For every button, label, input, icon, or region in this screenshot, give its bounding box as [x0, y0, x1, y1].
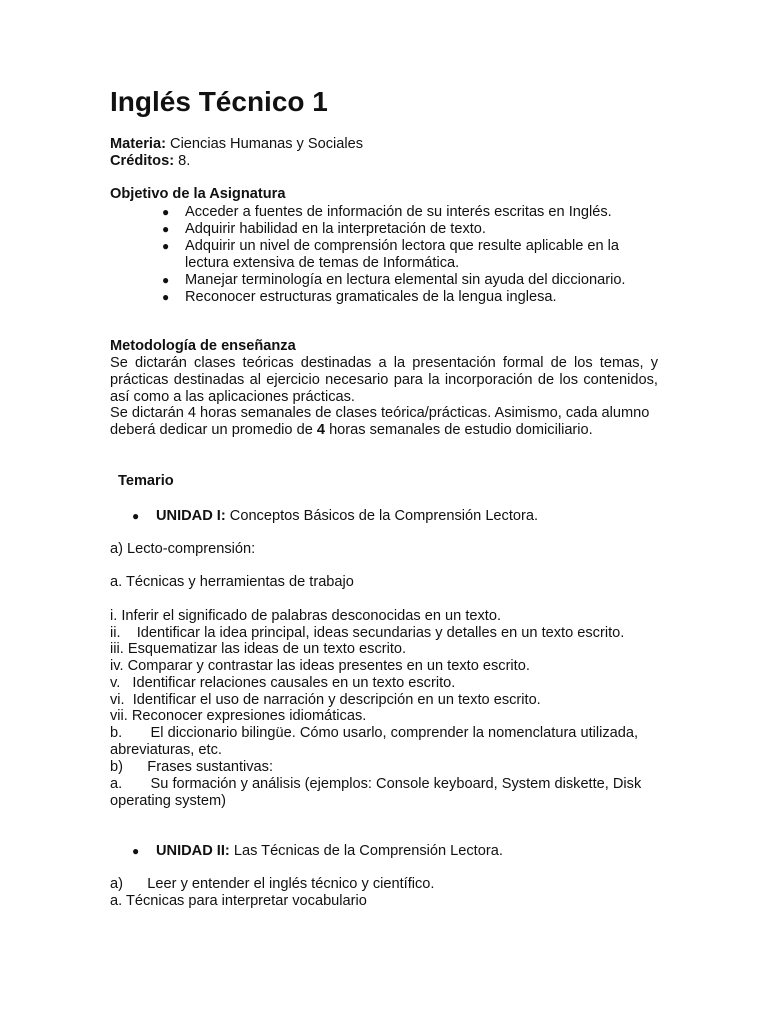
bullet-icon: ●: [162, 222, 170, 236]
materia-label: Materia:: [110, 136, 166, 152]
unidad-1-text: Conceptos Básicos de la Comprensión Lectora.: [225, 508, 539, 524]
creditos-label: Créditos:: [110, 153, 175, 169]
unidad-1-line: v. Identificar relaciones causales en un texto escrito.: [110, 675, 456, 691]
unidad-1-line: vii. Reconocer expresiones idiomáticas.: [110, 708, 367, 724]
creditos-row: [110, 153, 363, 170]
unidad-1-line: a) Lecto-comprensión:: [110, 541, 256, 557]
bullet-icon: ●: [162, 273, 170, 287]
bullet-icon: ●: [162, 239, 170, 253]
unidad-1-line: iii. Esquematizar las ideas de un texto escrito.: [110, 641, 407, 657]
metodologia-heading: Metodología de enseñanza: [110, 338, 296, 354]
creditos-value: 8.: [174, 153, 191, 169]
metodologia-paragraph-2: [110, 405, 658, 439]
unidad-1-line: i. Inferir el significado de palabras desconocidas en un texto.: [110, 608, 502, 624]
bullet-icon: ●: [162, 205, 170, 219]
materia-value: Ciencias Humanas y Sociales: [165, 136, 364, 152]
unidad-1-line: ii. Identificar la idea principal, ideas secundarias y detalles en un texto escrito.: [110, 625, 625, 641]
list-item-text: Manejar terminología en lectura elemental sin ayuda del diccionario.: [185, 272, 626, 288]
metodologia-paragraph-1: Se dictarán clases teóricas destinadas a la presentación formal de los temas, y prácticas destinadas al ejercicio necesario para la incorporación de los contenidos, así como a las aplicaciones prácticas.: [110, 355, 658, 405]
materia-row: [110, 136, 363, 153]
bullet-icon: ●: [162, 290, 170, 304]
course-meta: [110, 136, 363, 170]
list-item: [110, 272, 658, 289]
unidad-2-line: a. Técnicas para interpretar vocabulario: [110, 893, 367, 909]
list-item: [110, 221, 658, 238]
list-item: [110, 289, 658, 306]
objetivo-list: [110, 204, 658, 306]
unidad-1-line: a. Técnicas y herramientas de trabajo: [110, 574, 354, 590]
para2-text-a: Se dictarán 4 horas semanales de clases teórica/prácticas. Asimismo, cada alumno deberá dedicar un promedio de: [110, 405, 650, 438]
unidad-2-text: Las Técnicas de la Comprensión Lectora.: [229, 843, 503, 859]
list-item-text: Adquirir habilidad en la interpretación de texto.: [185, 221, 486, 237]
list-item: [110, 204, 658, 221]
objetivo-heading: Objetivo de la Asignatura: [110, 186, 286, 202]
list-item-text: Acceder a fuentes de información de su interés escritas en Inglés.: [185, 204, 612, 220]
para2-bold: 4: [316, 422, 326, 438]
bullet-icon: ●: [132, 509, 140, 523]
list-item-text: Reconocer estructuras gramaticales de la lengua inglesa.: [185, 289, 557, 305]
unidad-1-line: b. El diccionario bilingüe. Cómo usarlo, comprender la nomenclatura utilizada, abreviaturas, etc.: [110, 725, 643, 758]
temario-heading: Temario: [118, 473, 174, 489]
unidad-1-line: a. Su formación y análisis (ejemplos: Console keyboard, System diskette, Disk operating system): [110, 776, 646, 809]
unidad-1-line: b) Frases sustantivas:: [110, 759, 274, 775]
unidad-1-label: UNIDAD I:: [156, 508, 226, 524]
unidad-1-line: iv. Comparar y contrastar las ideas presentes en un texto escrito.: [110, 658, 530, 674]
document-title: Inglés Técnico 1: [110, 86, 328, 117]
unidad-1-line: vi. Identificar el uso de narración y descripción en un texto escrito.: [110, 692, 541, 708]
para2-text-b: horas semanales de estudio domiciliario.: [325, 422, 593, 438]
list-item: [110, 238, 658, 272]
unidad-2-line: a) Leer y entender el inglés técnico y científico.: [110, 876, 435, 892]
bullet-icon: ●: [132, 844, 140, 858]
list-item-text: Adquirir un nivel de comprensión lectora que resulte aplicable en la lectura extensiva de temas de Informática.: [185, 238, 620, 271]
unidad-2-label: UNIDAD II:: [156, 843, 230, 859]
